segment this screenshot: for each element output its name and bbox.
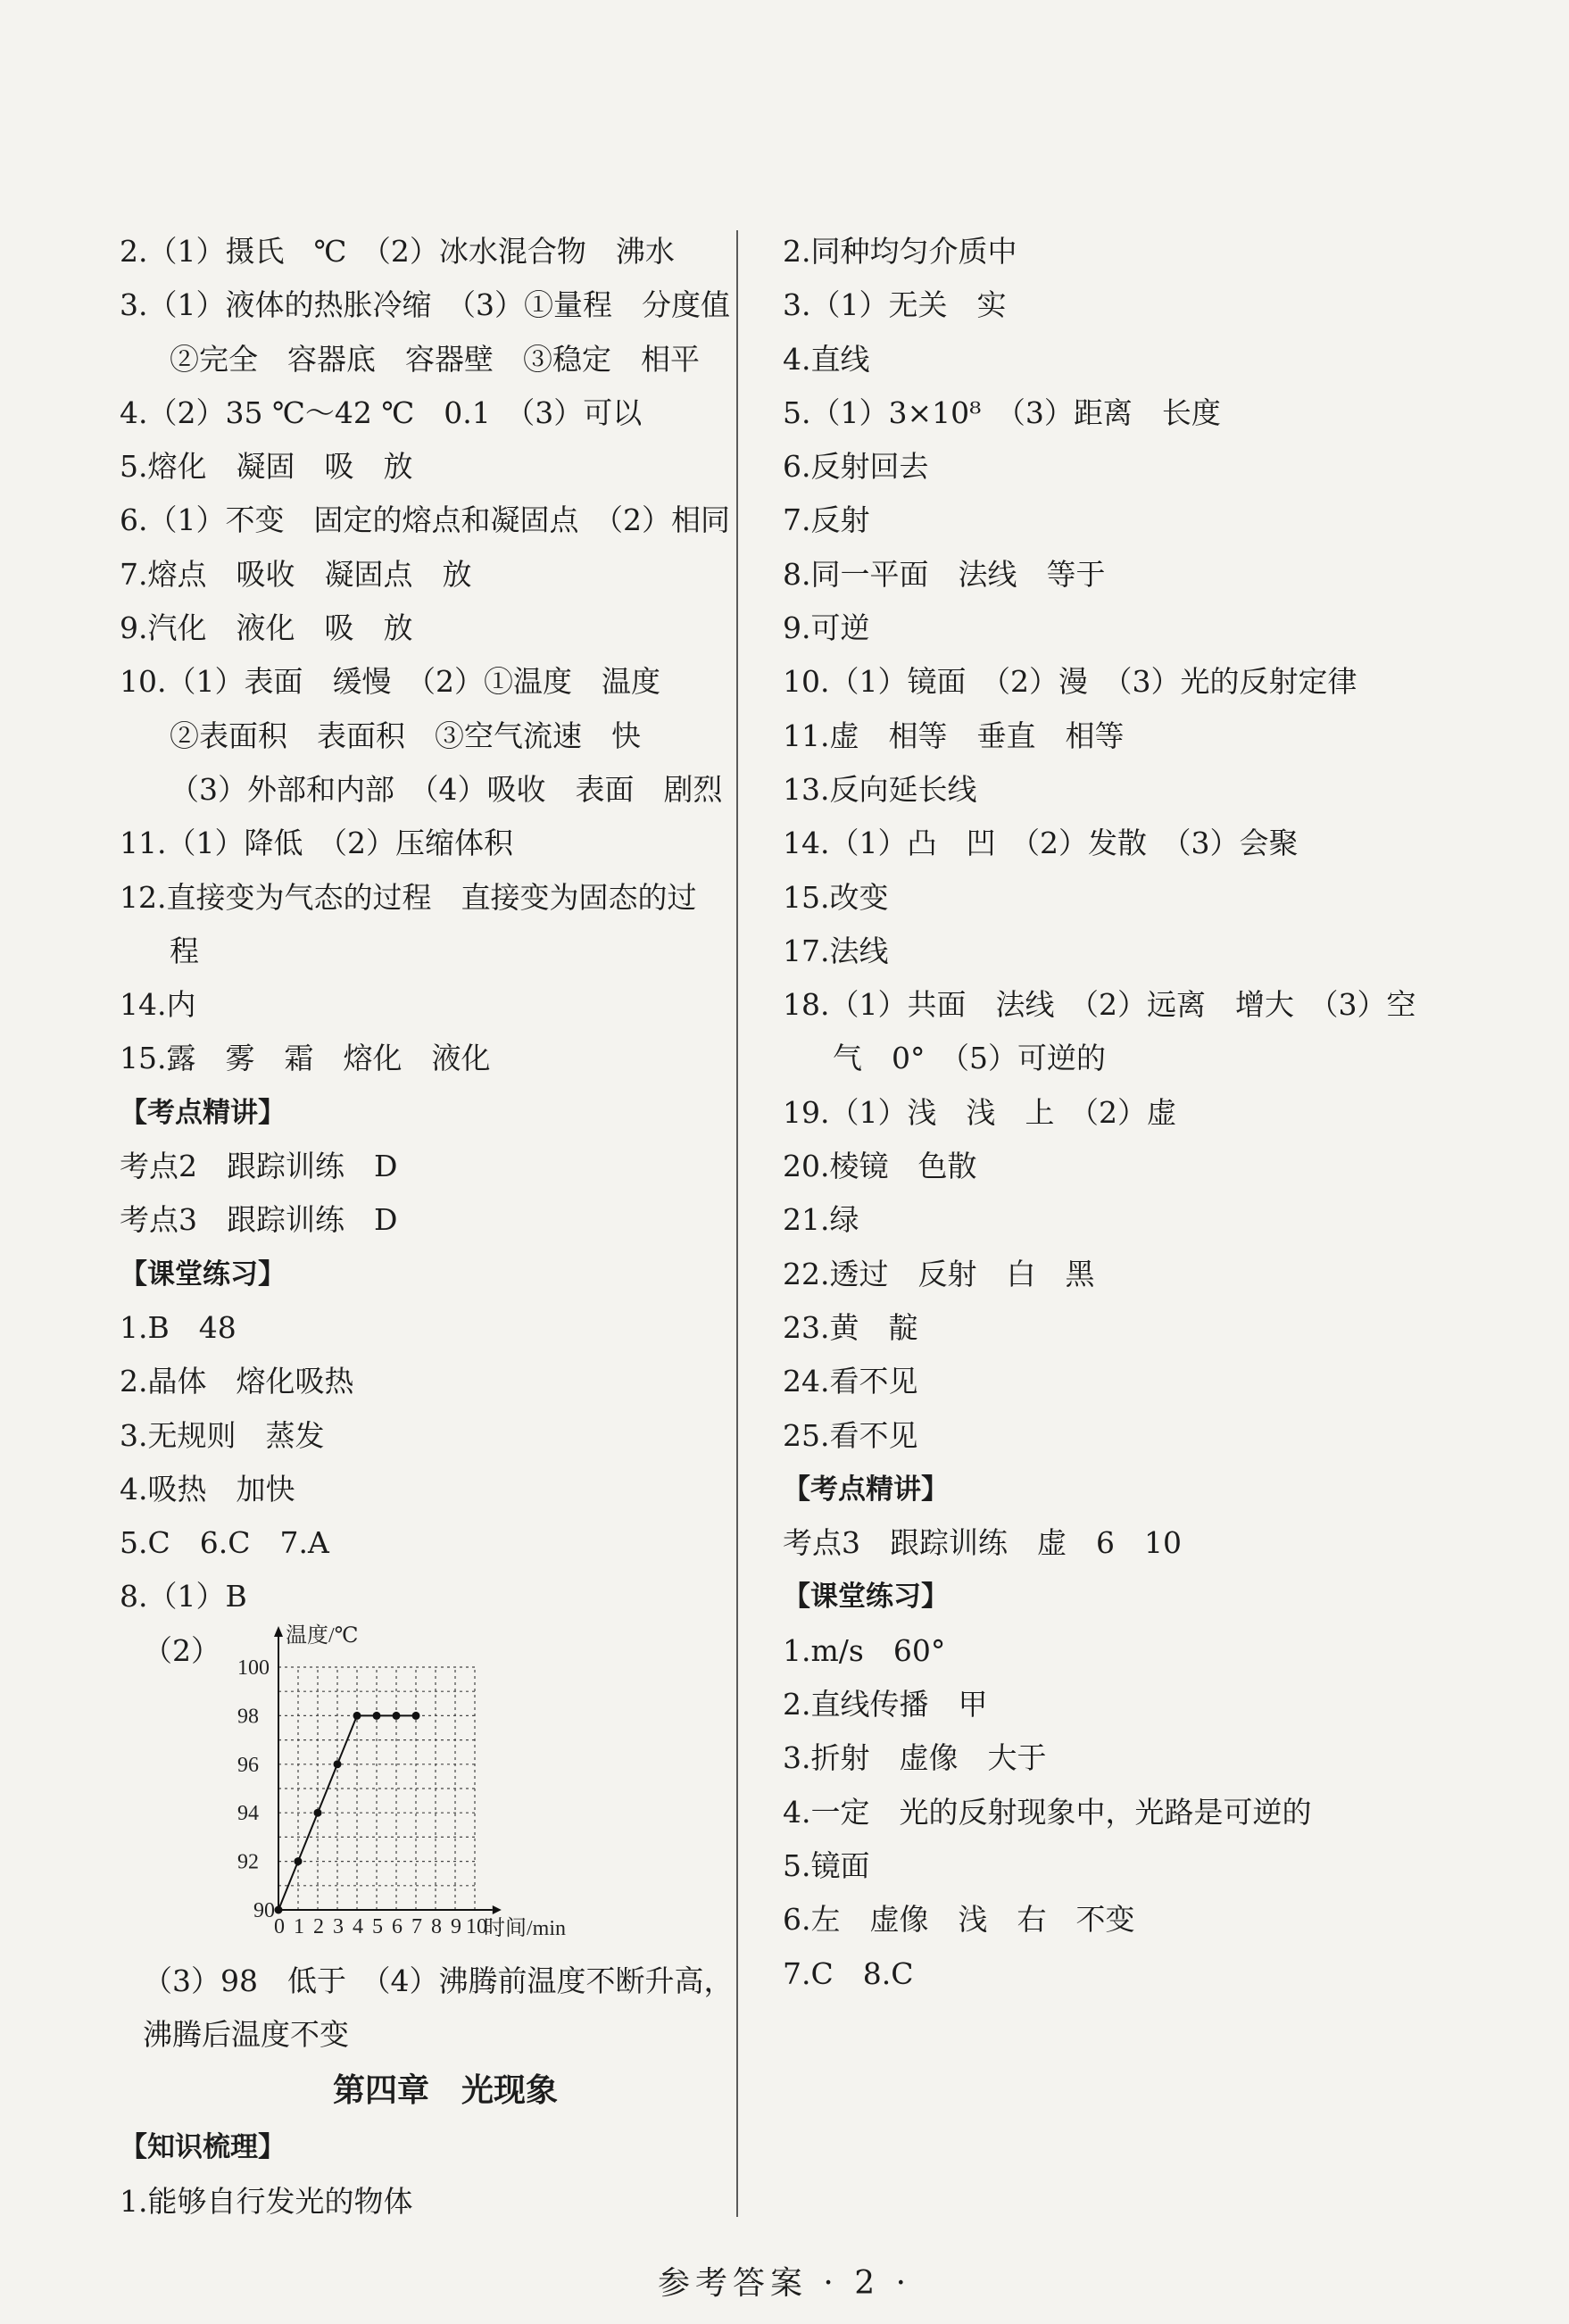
- answer-line: 6.左 虚像 浅 右 不变: [783, 1902, 1135, 1938]
- x-tick-label: 4: [353, 1914, 363, 1938]
- y-tick-label: 100: [237, 1656, 270, 1680]
- y-tick-label: 98: [237, 1705, 259, 1729]
- answer-line: 5.熔化 凝固 吸 放: [120, 449, 413, 485]
- answer-line: 9.可逆: [783, 610, 870, 646]
- data-point: [412, 1712, 420, 1720]
- temperature-chart-block: [120, 1624, 735, 1955]
- left-column: [120, 225, 735, 2229]
- section-heading: 【课堂练习】: [783, 1581, 949, 1614]
- y-tick-label: 92: [237, 1850, 259, 1874]
- column-divider: [736, 230, 738, 2217]
- answer-line: 4.一定 光的反射现象中，光路是可逆的: [783, 1794, 1312, 1830]
- answer-line: 1.B 48: [120, 1309, 237, 1345]
- section-heading: 【知识梳理】: [120, 2131, 286, 2164]
- answer-line: 4.吸热 加快: [120, 1471, 295, 1506]
- answer-line: 10.（1）表面 缓慢 （2）①温度 温度: [120, 664, 660, 700]
- section-heading: 【考点精讲】: [120, 1096, 286, 1129]
- answer-line: 程: [170, 933, 199, 968]
- answer-line: 5.（1）3×10⁸ （3）距离 长度: [783, 394, 1221, 430]
- answer-line: 8.（1）B: [120, 1579, 247, 1614]
- right-column: [783, 225, 1425, 2001]
- answer-line: 3.无规则 蒸发: [120, 1417, 325, 1453]
- answer-line: （3）外部和内部 （4）吸收 表面 剧烈: [170, 771, 723, 807]
- answer-line: ②表面积 表面积 ③空气流速 快: [170, 718, 641, 753]
- answer-line: 15.露 雾 霜 熔化 液化: [120, 1041, 491, 1076]
- y-tick-label: 96: [237, 1753, 259, 1777]
- answer-line: 18.（1）共面 法线 （2）远离 增大 （3）空: [783, 987, 1416, 1023]
- answer-line: 22.透过 反射 白 黑: [783, 1256, 1095, 1291]
- answer-line: 7.C 8.C: [783, 1955, 914, 1991]
- y-tick-label: 90: [253, 1898, 275, 1922]
- x-tick-label: 2: [313, 1914, 324, 1938]
- x-tick-label: 8: [431, 1914, 442, 1938]
- answer-line: 15.改变: [783, 879, 889, 915]
- answer-line: 17.法线: [783, 933, 889, 968]
- answer-line: 9.汽化 液化 吸 放: [120, 610, 413, 646]
- answer-line: 1.m/s 60°: [783, 1632, 946, 1668]
- answer-line: 2.同种均匀介质中: [783, 234, 1017, 269]
- answer-line: 8.同一平面 法线 等于: [783, 556, 1106, 592]
- answer-line: 沸腾后温度不变: [143, 2017, 349, 2053]
- answer-line: 4.（2）35 ℃～42 ℃ 0.1 （3）可以: [120, 394, 643, 430]
- answer-line: 3.折射 虚像 大于: [783, 1740, 1047, 1776]
- answer-line: 5.镜面: [783, 1847, 870, 1883]
- page-footer: 参考答案 · 2 ·: [657, 2265, 912, 2302]
- x-tick-label: 1: [294, 1914, 304, 1938]
- chart-label: （2）: [143, 1632, 220, 1668]
- answer-line: 20.棱镜 色散: [783, 1149, 977, 1184]
- answer-line: 2.直线传播 甲: [783, 1687, 988, 1722]
- data-point: [393, 1712, 401, 1720]
- answer-line: 考点3 跟踪训练 D: [120, 1202, 398, 1238]
- answer-line: 6.反射回去: [783, 449, 929, 485]
- x-tick-label: 9: [451, 1914, 461, 1938]
- answer-line: 11.（1）降低 （2）压缩体积: [120, 826, 513, 861]
- data-point: [314, 1808, 322, 1816]
- data-point: [353, 1712, 361, 1720]
- answer-line: 12.直接变为气态的过程 直接变为固态的过: [120, 879, 697, 915]
- x-tick-label: 6: [392, 1914, 403, 1938]
- answer-line: 6.（1）不变 固定的熔点和凝固点 （2）相同: [120, 502, 730, 538]
- section-heading: 【考点精讲】: [783, 1473, 949, 1506]
- answer-line: 7.熔点 吸收 凝固点 放: [120, 556, 472, 592]
- answer-line: （3）98 低于 （4）沸腾前温度不断升高，: [143, 1963, 734, 1998]
- temperature-time-chart: [218, 1619, 682, 1949]
- y-axis-arrow: [274, 1626, 283, 1637]
- chapter-title: 第四章 光现象: [332, 2072, 558, 2110]
- x-tick-label: 10: [466, 1914, 487, 1938]
- answer-line: 19.（1）浅 浅 上 （2）虚: [783, 1094, 1176, 1130]
- answer-line: 24.看不见: [783, 1364, 918, 1399]
- answer-line: 3.（1）液体的热胀冷缩 （3）①量程 分度值: [120, 287, 730, 323]
- answer-line: 13.反向延长线: [783, 771, 977, 807]
- answer-line: 21.绿: [783, 1202, 859, 1238]
- answer-line: 25.看不见: [783, 1417, 918, 1453]
- answer-line: 14.（1）凸 凹 （2）发散 （3）会聚: [783, 826, 1299, 861]
- x-tick-label: 0: [274, 1914, 285, 1938]
- answer-line: 考点2 跟踪训练 D: [120, 1149, 398, 1184]
- x-tick-label: 5: [372, 1914, 383, 1938]
- data-point: [334, 1760, 342, 1768]
- answer-line: 1.能够自行发光的物体: [120, 2183, 413, 2219]
- answer-line: 14.内: [120, 987, 196, 1023]
- answer-line: 11.虚 相等 垂直 相等: [783, 718, 1125, 753]
- answer-line: 2.晶体 熔化吸热: [120, 1364, 354, 1399]
- x-axis-label: 时间/min: [484, 1916, 567, 1940]
- answer-line: 考点3 跟踪训练 虚 6 10: [783, 1525, 1182, 1561]
- y-axis-label: 温度/℃: [286, 1623, 359, 1648]
- answer-line: 23.黄 靛: [783, 1309, 918, 1345]
- data-point: [373, 1712, 381, 1720]
- answer-line: 7.反射: [783, 502, 870, 538]
- section-heading: 【课堂练习】: [120, 1257, 286, 1291]
- x-axis-arrow: [493, 1905, 502, 1914]
- answer-line: 10.（1）镜面 （2）漫 （3）光的反射定律: [783, 664, 1357, 700]
- x-tick-label: 7: [411, 1914, 422, 1938]
- data-point: [295, 1857, 303, 1865]
- data-point: [275, 1905, 283, 1913]
- answer-line: 5.C 6.C 7.A: [120, 1525, 329, 1561]
- y-tick-label: 94: [237, 1801, 259, 1825]
- answer-line: 4.直线: [783, 341, 870, 377]
- answer-line: ②完全 容器底 容器壁 ③稳定 相平: [170, 341, 700, 377]
- x-tick-label: 3: [333, 1914, 344, 1938]
- answer-line: 3.（1）无关 实: [783, 287, 1007, 323]
- answer-line: 2.（1）摄氏 ℃ （2）冰水混合物 沸水: [120, 234, 675, 269]
- answer-line: 气 0° （5）可逆的: [833, 1041, 1106, 1076]
